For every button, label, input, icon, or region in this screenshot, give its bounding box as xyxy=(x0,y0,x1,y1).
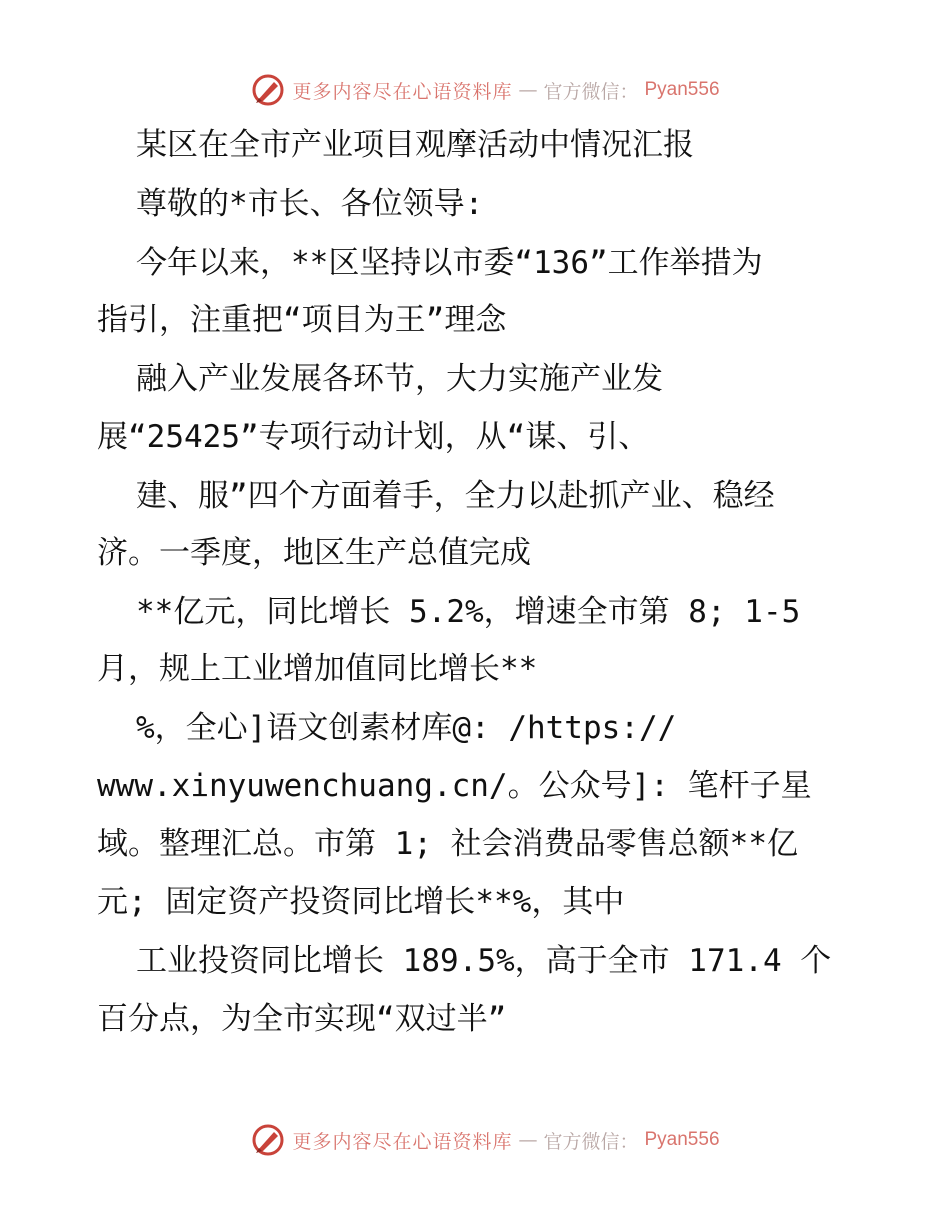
body-line: **亿元，同比增长 5.2%，增速全市第 8; 1-5 xyxy=(136,594,801,630)
body-line: %，全心]语文创素材库@: /https:// xyxy=(136,710,677,746)
body-line: 指引，注重把“项目为王”理念 xyxy=(97,302,507,338)
body-line: 百分点，为全市实现“双过半” xyxy=(97,1001,507,1037)
header-banner xyxy=(0,70,950,110)
footer-banner-text: 更多内容尽在心语资料库 xyxy=(292,1130,513,1153)
body-line: 展“25425”专项行动计划，从“谋、引、 xyxy=(97,419,650,455)
footer-banner xyxy=(0,1120,950,1160)
body-line: 济。一季度，地区生产总值完成 xyxy=(97,535,531,571)
header-banner-contact-id: Pyan556 xyxy=(644,79,720,100)
footer-banner-contact-id: Pyan556 xyxy=(644,1129,720,1150)
header-banner-text: 更多内容尽在心语资料库 xyxy=(292,80,513,103)
header-banner-content xyxy=(250,72,719,108)
body-line: 建、服”四个方面着手，全力以赴抓产业、稳经 xyxy=(136,478,775,514)
header-banner-contact-label: 官方微信： xyxy=(543,80,639,103)
footer-banner-contact-label: 官方微信： xyxy=(543,1130,639,1153)
body-line: 月，规上工业增加值同比增长** xyxy=(97,651,538,687)
header-banner-separator: — xyxy=(518,79,538,101)
pen-circle-logo-icon xyxy=(250,72,286,108)
body-line: 元; 固定资产投资同比增长**%，其中 xyxy=(97,884,625,920)
footer-banner-separator: — xyxy=(518,1129,538,1151)
pen-circle-logo-icon xyxy=(250,1122,286,1158)
body-line: 今年以来，**区坚持以市委“136”工作举措为 xyxy=(136,245,763,281)
body-line: www.xinyuwenchuang.cn/。公众号]: 笔杆子星 xyxy=(97,768,812,804)
body-line: 工业投资同比增长 189.5%，高于全市 171.4 个 xyxy=(136,943,832,979)
body-line: 域。整理汇总。市第 1; 社会消费品零售总额**亿 xyxy=(97,826,798,862)
footer-banner-content xyxy=(250,1122,719,1158)
body-line: 融入产业发展各环节，大力实施产业发 xyxy=(136,361,663,397)
salutation-line: 尊敬的*市长、各位领导: xyxy=(136,186,484,222)
document-title: 某区在全市产业项目观摩活动中情况汇报 xyxy=(136,127,694,163)
